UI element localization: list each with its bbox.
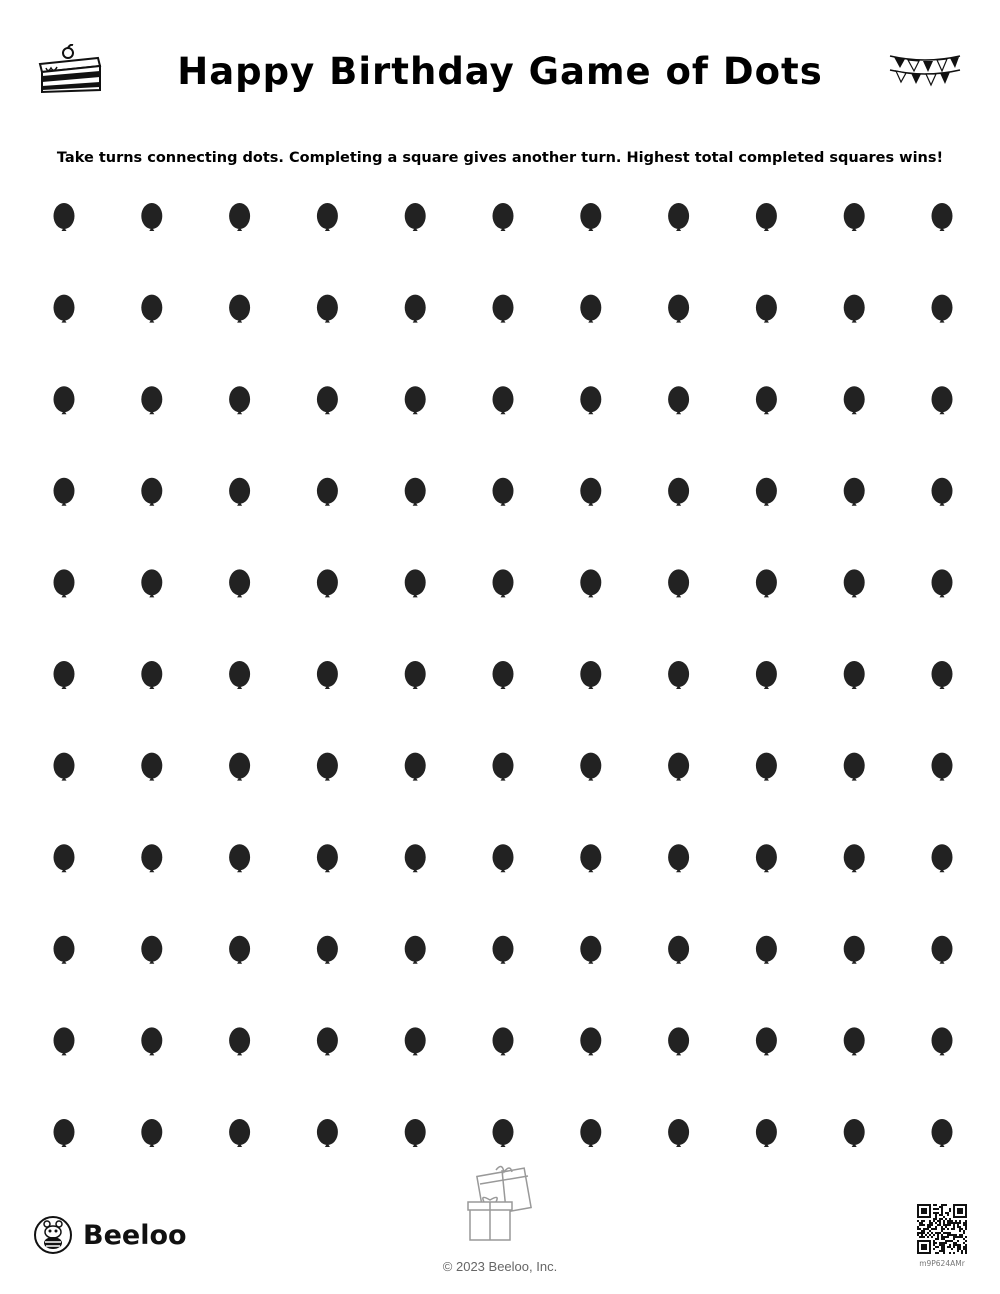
copyright-text: © 2023 Beeloo, Inc. bbox=[442, 1259, 558, 1274]
balloon-dot[interactable] bbox=[756, 661, 777, 689]
balloon-dot[interactable] bbox=[54, 478, 75, 506]
balloon-dot[interactable] bbox=[844, 1027, 865, 1055]
balloon-dot[interactable] bbox=[844, 1119, 865, 1147]
balloon-dot[interactable] bbox=[580, 386, 601, 414]
balloon-dot[interactable] bbox=[493, 844, 514, 872]
gift-boxes-icon bbox=[466, 1162, 534, 1248]
balloon-dot[interactable] bbox=[405, 1027, 426, 1055]
balloon-dot[interactable] bbox=[844, 386, 865, 414]
balloon-dot[interactable] bbox=[580, 936, 601, 964]
balloon-dot[interactable] bbox=[844, 203, 865, 231]
balloon-dot[interactable] bbox=[141, 661, 162, 689]
balloon-dot[interactable] bbox=[932, 1119, 953, 1147]
balloon-dot[interactable] bbox=[756, 844, 777, 872]
balloon-dot[interactable] bbox=[668, 478, 689, 506]
balloon-dot[interactable] bbox=[493, 936, 514, 964]
balloon-dot[interactable] bbox=[229, 203, 250, 231]
balloon-dot[interactable] bbox=[493, 203, 514, 231]
balloon-dot[interactable] bbox=[54, 203, 75, 231]
balloon-dot[interactable] bbox=[317, 1027, 338, 1055]
balloon-dot[interactable] bbox=[405, 753, 426, 781]
balloon-dot[interactable] bbox=[141, 1027, 162, 1055]
balloon-dot[interactable] bbox=[405, 386, 426, 414]
balloon-dot[interactable] bbox=[405, 295, 426, 323]
balloon-dot[interactable] bbox=[317, 203, 338, 231]
balloon-dot[interactable] bbox=[54, 386, 75, 414]
balloon-dot[interactable] bbox=[932, 478, 953, 506]
balloon-dot[interactable] bbox=[229, 936, 250, 964]
balloon-dot[interactable] bbox=[141, 295, 162, 323]
balloon-dot[interactable] bbox=[932, 1027, 953, 1055]
balloon-dot[interactable] bbox=[493, 1119, 514, 1147]
balloon-dot[interactable] bbox=[756, 936, 777, 964]
balloon-dot[interactable] bbox=[229, 386, 250, 414]
balloon-dot[interactable] bbox=[493, 569, 514, 597]
balloon-dot[interactable] bbox=[317, 295, 338, 323]
balloon-dot[interactable] bbox=[932, 569, 953, 597]
balloon-dot[interactable] bbox=[405, 661, 426, 689]
balloon-dot[interactable] bbox=[493, 753, 514, 781]
balloon-dot[interactable] bbox=[54, 936, 75, 964]
balloon-dot[interactable] bbox=[932, 661, 953, 689]
balloon-dot[interactable] bbox=[844, 844, 865, 872]
balloon-dot[interactable] bbox=[317, 844, 338, 872]
balloon-dot[interactable] bbox=[141, 753, 162, 781]
balloon-dot[interactable] bbox=[580, 569, 601, 597]
balloon-dot[interactable] bbox=[141, 1119, 162, 1147]
qr-code-icon bbox=[917, 1204, 967, 1254]
balloon-dot[interactable] bbox=[141, 478, 162, 506]
balloon-dot[interactable] bbox=[317, 936, 338, 964]
balloon-dot[interactable] bbox=[580, 753, 601, 781]
balloon-dot[interactable] bbox=[580, 478, 601, 506]
balloon-dot[interactable] bbox=[932, 203, 953, 231]
balloon-dot[interactable] bbox=[405, 203, 426, 231]
balloon-dot[interactable] bbox=[141, 203, 162, 231]
balloon-dot[interactable] bbox=[844, 295, 865, 323]
balloon-dot[interactable] bbox=[844, 661, 865, 689]
balloon-dot[interactable] bbox=[405, 844, 426, 872]
balloon-dot[interactable] bbox=[580, 295, 601, 323]
qr-id-text: m9P624AMr bbox=[919, 1259, 965, 1268]
balloon-dot[interactable] bbox=[54, 753, 75, 781]
balloon-dot[interactable] bbox=[493, 1027, 514, 1055]
balloon-dot[interactable] bbox=[844, 753, 865, 781]
balloon-dot[interactable] bbox=[580, 1027, 601, 1055]
balloon-dot[interactable] bbox=[317, 1119, 338, 1147]
balloon-dot[interactable] bbox=[756, 478, 777, 506]
balloon-dot[interactable] bbox=[844, 478, 865, 506]
bunting-flags-icon bbox=[888, 52, 962, 88]
balloon-dot[interactable] bbox=[229, 661, 250, 689]
balloon-dot[interactable] bbox=[493, 386, 514, 414]
balloon-dot[interactable] bbox=[844, 569, 865, 597]
balloon-dot[interactable] bbox=[229, 569, 250, 597]
balloon-dot[interactable] bbox=[756, 569, 777, 597]
balloon-dot[interactable] bbox=[844, 936, 865, 964]
brand-name: Beeloo bbox=[83, 1219, 187, 1251]
balloon-dot[interactable] bbox=[493, 478, 514, 506]
balloon-dot[interactable] bbox=[668, 936, 689, 964]
balloon-dot[interactable] bbox=[317, 753, 338, 781]
balloon-dot[interactable] bbox=[756, 295, 777, 323]
balloon-dot[interactable] bbox=[756, 1119, 777, 1147]
balloon-dot[interactable] bbox=[141, 386, 162, 414]
balloon-dot[interactable] bbox=[668, 1119, 689, 1147]
balloon-dot[interactable] bbox=[141, 936, 162, 964]
balloon-dot[interactable] bbox=[141, 844, 162, 872]
bee-logo-icon bbox=[33, 1215, 73, 1255]
balloon-dot[interactable] bbox=[668, 295, 689, 323]
balloon-dot[interactable] bbox=[493, 295, 514, 323]
balloon-dot[interactable] bbox=[932, 295, 953, 323]
balloon-dot[interactable] bbox=[54, 569, 75, 597]
balloon-dot[interactable] bbox=[405, 478, 426, 506]
page-title: Happy Birthday Game of Dots bbox=[177, 50, 823, 93]
balloon-dot[interactable] bbox=[54, 1119, 75, 1147]
balloon-dot[interactable] bbox=[54, 1027, 75, 1055]
balloon-dot[interactable] bbox=[668, 661, 689, 689]
balloon-dot[interactable] bbox=[54, 844, 75, 872]
instructions-text: Take turns connecting dots. Completing a square gives another turn. Highest total completed squares wins! bbox=[56, 150, 944, 166]
balloon-dot[interactable] bbox=[580, 661, 601, 689]
balloon-dot[interactable] bbox=[580, 203, 601, 231]
balloon-dot[interactable] bbox=[405, 936, 426, 964]
balloon-dot[interactable] bbox=[932, 753, 953, 781]
balloon-dot[interactable] bbox=[141, 569, 162, 597]
balloon-dot[interactable] bbox=[668, 569, 689, 597]
balloon-dot[interactable] bbox=[54, 661, 75, 689]
balloon-dot[interactable] bbox=[580, 1119, 601, 1147]
balloon-dot[interactable] bbox=[756, 203, 777, 231]
balloon-dot[interactable] bbox=[668, 386, 689, 414]
balloon-dot[interactable] bbox=[317, 386, 338, 414]
balloon-dot[interactable] bbox=[317, 478, 338, 506]
balloon-dot[interactable] bbox=[229, 295, 250, 323]
balloon-dot[interactable] bbox=[668, 1027, 689, 1055]
balloon-dot[interactable] bbox=[229, 844, 250, 872]
balloon-dot[interactable] bbox=[493, 661, 514, 689]
balloon-dot[interactable] bbox=[405, 1119, 426, 1147]
balloon-dot[interactable] bbox=[317, 569, 338, 597]
balloon-dot[interactable] bbox=[756, 753, 777, 781]
brand bbox=[33, 1215, 187, 1255]
balloon-dot[interactable] bbox=[932, 386, 953, 414]
balloon-dot[interactable] bbox=[668, 753, 689, 781]
balloon-dot[interactable] bbox=[229, 478, 250, 506]
balloon-dot[interactable] bbox=[229, 1119, 250, 1147]
balloon-dot[interactable] bbox=[668, 844, 689, 872]
balloon-dot[interactable] bbox=[317, 661, 338, 689]
balloon-dot[interactable] bbox=[668, 203, 689, 231]
balloon-dot[interactable] bbox=[229, 753, 250, 781]
balloon-dot[interactable] bbox=[756, 386, 777, 414]
balloon-dot[interactable] bbox=[932, 936, 953, 964]
balloon-dot[interactable] bbox=[932, 844, 953, 872]
balloon-dot[interactable] bbox=[405, 569, 426, 597]
balloon-dot[interactable] bbox=[756, 1027, 777, 1055]
balloon-dot[interactable] bbox=[54, 295, 75, 323]
balloon-dot[interactable] bbox=[229, 1027, 250, 1055]
balloon-dot[interactable] bbox=[580, 844, 601, 872]
